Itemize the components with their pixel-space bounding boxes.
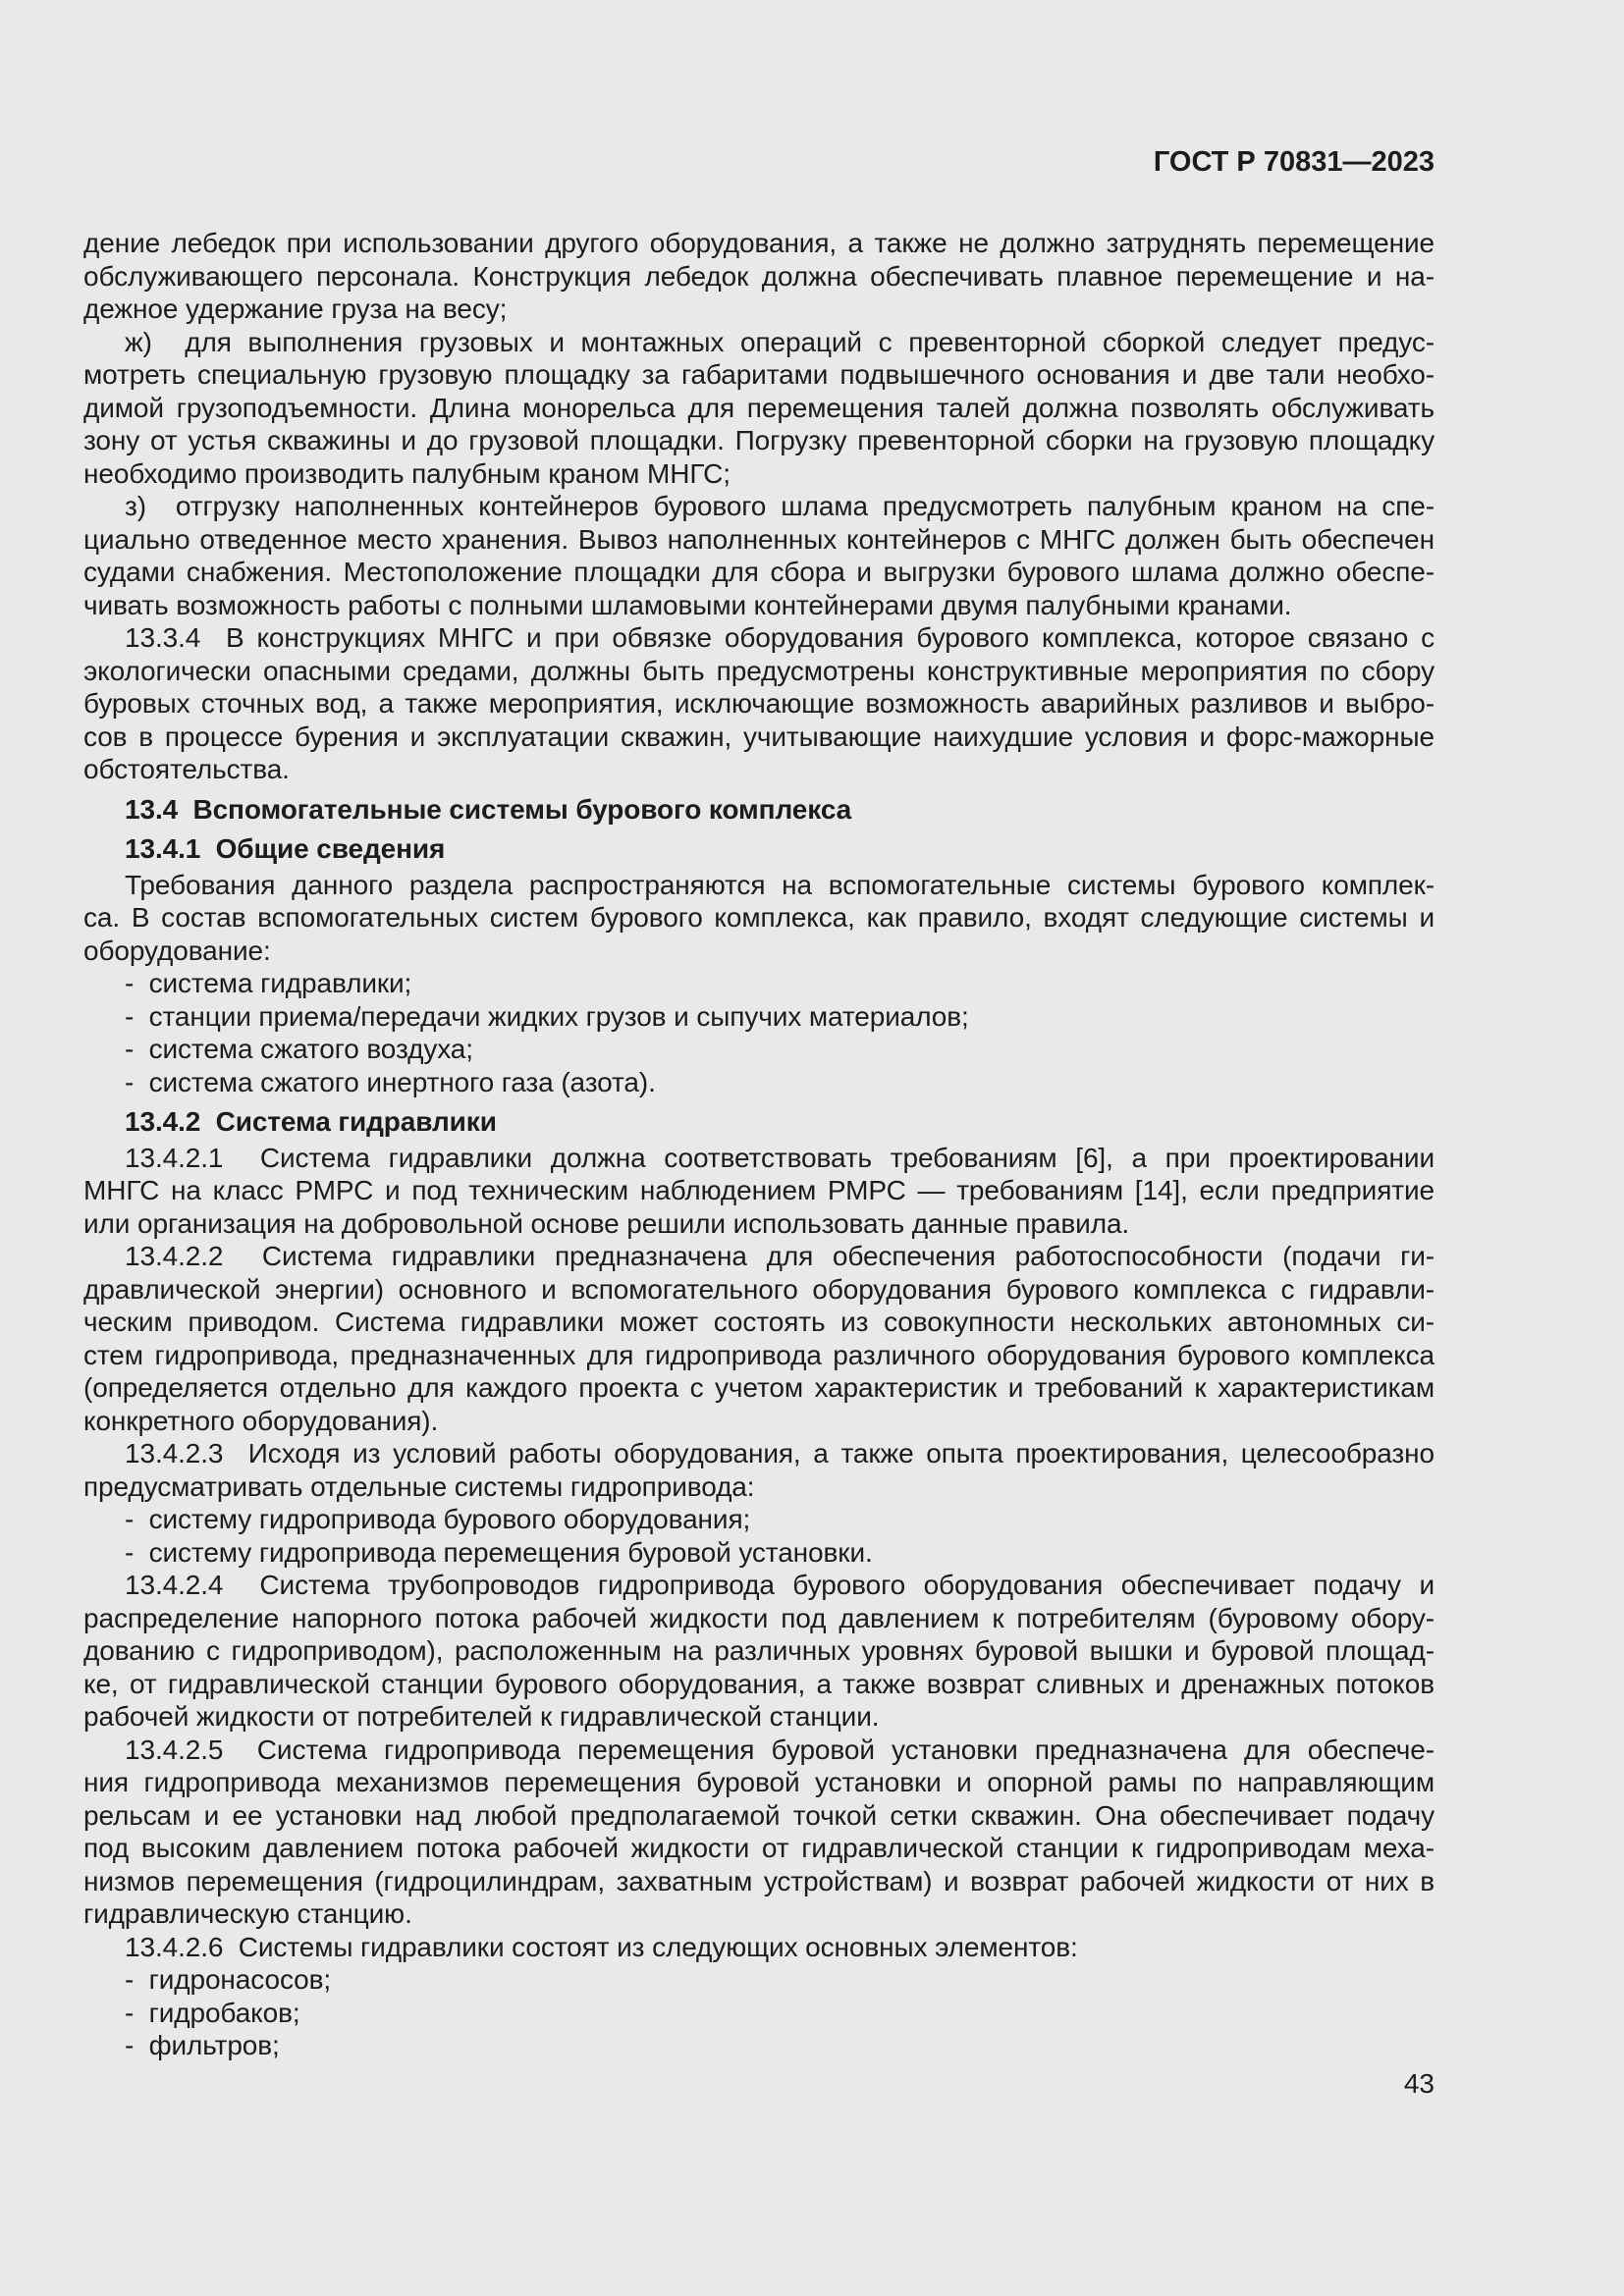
text-line: МНГС на класс РМРС и под техническим наблюдением РМРС — требованиям [14], если предприятие [83, 1175, 1435, 1205]
text-line: чивать возможность работы с полными шламовыми контейнерами двумя палубными кранами. [83, 589, 1292, 620]
text-line: 13.4.2.2 Система гидравлики предназначена для обеспечения работоспособности (подачи ги- [125, 1241, 1435, 1271]
text-line: 13.4.2.1 Система гидравлики должна соответствовать требованиям [6], а при проектировании [125, 1142, 1435, 1173]
text-line: необходимо производить палубным краном МНГС; [83, 457, 731, 489]
text-line: дованию с гидроприводом), расположенным на различных уровнях буровой вышки и буровой площад- [83, 1635, 1435, 1666]
text-line: низмов перемещения (гидроцилиндрам, захватным устройствам) и возврат рабочей жидкости от них в [83, 1865, 1435, 1896]
page-number: 43 [1403, 2068, 1435, 2099]
text-line: дежное удержание груза на весу; [83, 294, 508, 324]
text-line: предусматривать отдельные системы гидропривода: [83, 1470, 755, 1502]
text-line: са. В состав вспомогательных систем бурового комплекса, как правило, входят следующие системы и [83, 902, 1435, 933]
text-line: оборудование: [83, 934, 271, 966]
text-line: обслуживающего персонала. Конструкция лебедок должна обеспечивать плавное перемещение и на- [83, 260, 1435, 292]
text-line: 13.4.2.6 Системы гидравлики состоят из следующих основных элементов: [125, 1931, 1078, 1962]
text-line: Требования данного раздела распространяются на вспомогательные системы бурового комплек- [125, 869, 1435, 900]
text-line: зону от устья скважины и до грузовой площадки. Погрузку превенторной сборки на грузовую площадку [83, 425, 1435, 455]
text-line: распределение напорного потока рабочей жидкости под давлением к потребителям (буровому обору- [83, 1602, 1435, 1633]
text-line: - система гидравлики; [125, 968, 412, 998]
section-heading: 13.4.2 Система гидравлики [125, 1106, 497, 1137]
section-heading: 13.4 Вспомогательные системы бурового комплекса [125, 793, 852, 825]
text-line: - станции приема/передачи жидких грузов и сыпучих материалов; [125, 1000, 969, 1032]
text-line: буровых сточных вод, а также мероприятия, исключающие возможность аварийных разливов и выбро- [83, 688, 1435, 719]
text-line: - систему гидропривода бурового оборудования; [125, 1504, 751, 1534]
section-heading: 13.4.1 Общие сведения [125, 833, 446, 864]
text-line: - система сжатого инертного газа (азота). [125, 1066, 656, 1097]
text-line: сов в процессе бурения и эксплуатации скважин, учитывающие наихудшие условия и форс-мажорные [83, 721, 1435, 752]
text-line: циально отведенное место хранения. Вывоз наполненных контейнеров с МНГС должен быть обеспечен [83, 523, 1435, 555]
text-line: стем гидропривода, предназначенных для гидропривода различного оборудования бурового комплекса [83, 1339, 1435, 1370]
text-line: или организация на добровольной основе решили использовать данные правила. [83, 1207, 1130, 1239]
text-line: обстоятельства. [83, 754, 290, 784]
text-line: рабочей жидкости от потребителей к гидравлической станции. [83, 1701, 880, 1732]
text-line: 13.4.2.5 Система гидропривода перемещения буровой установки предназначена для обеспече- [125, 1734, 1435, 1765]
text-line: рельсам и ее установки над любой предполагаемой точкой сетки скважин. Она обеспечивает подачу [83, 1799, 1435, 1831]
text-line: дравлической энергии) основного и вспомогательного оборудования бурового комплекса с гидравли- [83, 1273, 1435, 1305]
text-line: - гидронасосов; [125, 1964, 332, 1995]
text-line: мотреть специальную грузовую площадку за габаритами подвышечного основания и две тали необхо- [83, 359, 1435, 390]
text-line: ке, от гидравлической станции бурового оборудования, а также возврат сливных и дренажных потоков [83, 1668, 1435, 1699]
text-line: з) отгрузку наполненных контейнеров бурового шлама предусмотреть палубным краном на спе- [125, 491, 1435, 521]
text-line: ческим приводом. Система гидравлики может состоять из совокупности нескольких автономных си- [83, 1307, 1435, 1337]
text-line: судами снабжения. Местоположение площадки для сбора и выгрузки бурового шлама должно обеспе- [83, 557, 1435, 587]
text-line: - систему гидропривода перемещения буровой установки. [125, 1536, 873, 1568]
text-line: - фильтров; [125, 2030, 280, 2060]
text-line: гидравлическую станцию. [83, 1898, 412, 1929]
text-line: 13.4.2.4 Система трубопроводов гидропривода бурового оборудования обеспечивает подачу и [125, 1570, 1435, 1600]
text-line: (определяется отдельно для каждого проекта с учетом характеристик и требований к характеристикам [83, 1372, 1435, 1403]
text-line: - гидробаков; [125, 1997, 300, 2028]
text-line: экологически опасными средами, должны быть предусмотрены конструктивные мероприятия по сбору [83, 655, 1435, 686]
text-line: ж) для выполнения грузовых и монтажных операций с превенторной сборкой следует предус- [125, 326, 1435, 357]
text-line: 13.4.2.3 Исходя из условий работы оборудования, а также опыта проектирования, целесообразно [125, 1438, 1435, 1468]
text-line: конкретного оборудования). [83, 1405, 439, 1436]
content-lines [83, 227, 1435, 2062]
text-line: ния гидропривода механизмов перемещения буровой установки и опорной рамы по направляющим [83, 1767, 1435, 1797]
text-line: под высоким давлением потока рабочей жидкости от гидравлической станции к гидроприводам меха- [83, 1833, 1435, 1863]
text-line: - система сжатого воздуха; [125, 1034, 473, 1064]
text-line: 13.3.4 В конструкциях МНГС и при обвязке оборудования бурового комплекса, которое связано с [125, 622, 1435, 653]
text-line: димой грузоподъемности. Длина монорельса для перемещения талей должна позволять обслуживать [83, 392, 1435, 423]
running-header-doc-code: ГОСТ Р 70831—2023 [1153, 146, 1435, 178]
text-line: дение лебедок при использовании другого оборудования, а также не должно затруднять перемещение [83, 228, 1435, 258]
